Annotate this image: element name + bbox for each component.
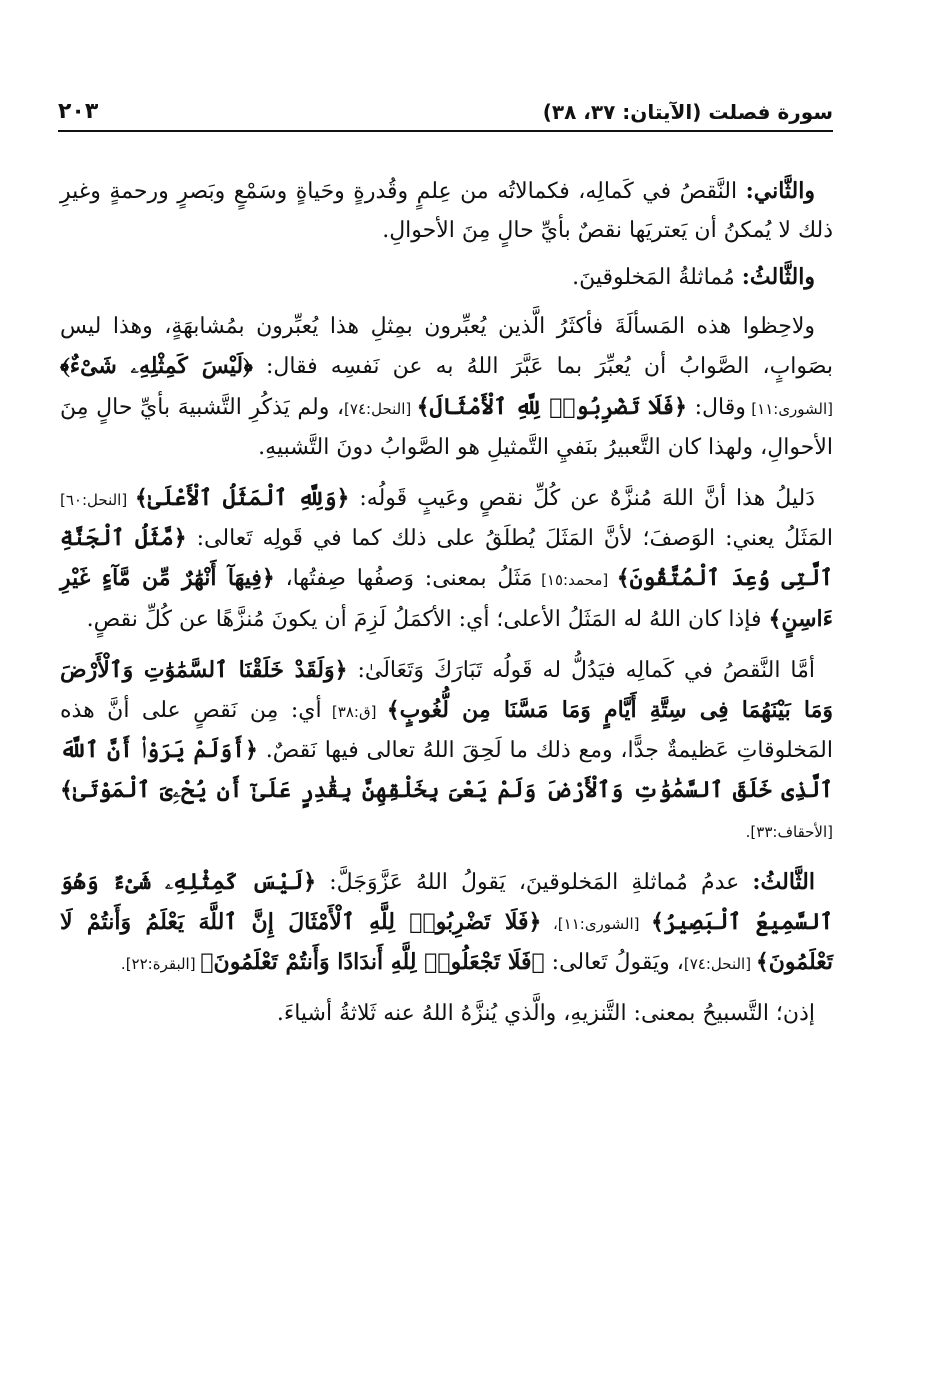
paragraph-text: ولاحِظوا هذه المَسألَةَ فأكثَرُ الَّذين يُعبِّرون بمِثلِ هذا يُعبِّرون بمُشابهَةٍ، وهذا ليس بصَوابٍ، الصَّوابُ أن يُعبِّرَ بما عَبَّرَ اللهُ به عن نَفسِه فقال:: [60, 314, 833, 380]
verse-reference: [الشورى:١١]: [745, 399, 834, 418]
quran-verse: ﴿فِيهَآ أَنْهَٰرٌ مِّن مَّآءٍ غَيْرِ ءَاسِنٍ﴾: [60, 565, 833, 632]
paragraph-text: إذن؛ التَّسبيحُ بمعنى: التَّنزيهِ، والَّذي يُنزَّهُ اللهُ عنه ثَلاثةُ أشياءَ.: [276, 1001, 815, 1027]
quran-verse: ﴿فَلَا تَضْرِبُوا۟ لِلَّهِ ٱلْأَمْثَالَ﴾: [416, 393, 688, 420]
lead-term: والثَّاني:: [745, 178, 815, 204]
verse-reference: [محمد:١٥]: [532, 571, 617, 590]
paragraph-expression-note: [60, 308, 833, 467]
paragraph-text: مُماثلةُ المَخلوقينَ.: [572, 264, 742, 290]
quran-verse: ﴿فَلَا تَضْرِبُوا۟ لِلَّهِ ٱلْأَمْثَالَ إِنَّ ٱللَّهَ يَعْلَمُ وَأَنتُمْ لَا تَعْلَمُونَ﴾: [60, 908, 833, 976]
quran-verse: ﴿لَيْسَ كَمِثْلِهِۦ شَىْءٌ﴾: [60, 353, 253, 380]
verse-reference: [الشورى:١١]،: [541, 914, 652, 933]
paragraph-conclusion: [60, 995, 833, 1034]
paragraph-text: ، ولم يَذكُرِ التَّشبيهَ بأيِّ حالٍ مِنَ الأحوالِ، ولهذا كان التَّعبيرُ بنَفيِ التَّمثيلِ هو الصَّوابُ دونَ التَّشبيهِ.: [60, 394, 833, 460]
paragraph-text: أمَّا النَّقصُ في كَمالِه فيَدُلُّ له قَولُه تَبَارَكَ وَتَعَالَىٰ:: [347, 657, 816, 683]
paragraph-text: وقال:: [687, 394, 746, 420]
paragraph-text: المَثَلُ يعني: الوَصفَ؛ لأنَّ المَثَلَ يُطلَقُ على ذلك كما في قَولِه تَعالى:: [186, 526, 833, 552]
paragraph-text: النَّقصُ في كَمالِه، فكمالاتُه من عِلمٍ وقُدرةٍ وحَياةٍ وسَمْعٍ وبَصرٍ ورحمةٍ وغيرِ ذلك لا يُمكنُ أن يَعتريَها نقصٌ بأيِّ حالٍ مِنَ الأحوالِ.: [60, 179, 833, 243]
surah-title: سورة فصلت (الآيتان: ٣٧، ٣٨): [542, 100, 833, 124]
quran-verse: ﴿وَلِلَّهِ ٱلْمَثَلُ ٱلْأَعْلَىٰ﴾: [134, 484, 350, 511]
paragraph-text: أي: مِن نَقصٍ على أنَّ هذه المَخلوقاتِ عَظيمةٌ جدًّا، ومع ذلك ما لَحِقَ اللهُ تعالى فيها نَقصٌ.: [60, 697, 833, 764]
lead-term: الثَّالثُ:: [752, 868, 815, 895]
paragraph-evidence: [60, 479, 833, 640]
quran-verse: ﴿لَيْسَ كَمِثْلِهِۦ شَىْءٌ وَهُوَ ٱلسَّمِيعُ ٱلْبَصِيرُ﴾: [60, 868, 833, 935]
page-header: [58, 96, 833, 132]
paragraph-text: مَثَلُ بمعنى: وَصفُها صِفتُها،: [274, 566, 533, 592]
verse-reference: [ق:٣٨]: [321, 702, 387, 721]
paragraph-third-point: [60, 258, 833, 298]
paragraph-third-detail: [60, 863, 833, 984]
verse-reference: [البقرة:٢٢].: [120, 955, 201, 974]
quran-verse: ﴿أَوَلَمْ يَرَوْا۟ أَنَّ ٱللَّهَ ٱلَّذِى خَلَقَ ٱلسَّمَٰوَٰتِ وَٱلْأَرْضَ وَلَمْ يَعْىَ بِخَلْقِهِنَّ بِقَٰدِرٍ عَلَىٰٓ أَن يُحْۦِىَ ٱلْمَوْتَىٰ﴾: [60, 737, 833, 804]
header-divider: [58, 130, 833, 132]
quran-verse: ﴿مَّثَلُ ٱلْجَنَّةِ ٱلَّتِى وُعِدَ ٱلْمُتَّقُونَ﴾: [60, 525, 834, 592]
lead-term: والثَّالثُ:: [741, 263, 815, 290]
quran-verse: ﴿فَلَا تَجْعَلُوا۟ لِلَّهِ أَندَادًا وَأَنتُمْ تَعْلَمُونَ﴾: [200, 949, 545, 976]
paragraph-text: ، ويَقولُ تَعالى:: [544, 950, 684, 976]
verse-reference: [النحل:٧٤]: [344, 399, 417, 418]
verse-reference: [النحل:٦٠]: [60, 490, 135, 509]
page-body: [60, 172, 833, 1045]
verse-reference: [النحل:٧٤]: [683, 955, 756, 974]
quran-verse: ﴿وَلَقَدْ خَلَقْنَا ٱلسَّمَٰوَٰتِ وَٱلْأَرْضَ وَمَا بَيْنَهُمَا فِى سِتَّةِ أَيَّامٍ وَمَا مَسَّنَا مِن لُّغُوبٍ﴾: [60, 656, 834, 723]
paragraph-text: دَليلُ هذا أنَّ اللهَ مُنزَّهٌ عن كُلِّ نقصٍ وعَيبٍ قَولُه:: [349, 485, 815, 511]
paragraph-second-point: [60, 172, 833, 251]
verse-reference: [الأحقاف:٣٣].: [745, 822, 833, 841]
page-number: ٢٠٣: [58, 99, 99, 124]
paragraph-text: فإذا كان اللهُ له المَثَلُ الأعلى؛ أي: الأكمَلُ لَزِمَ أن يكونَ مُنزَّهًا عن كُلِّ نقصٍ.: [86, 606, 769, 632]
paragraph-text: عدمُ مُماثلةِ المَخلوقينَ، يَقولُ اللهُ عَزَّوَجَلَّ:: [316, 869, 753, 895]
paragraph-perfection: [60, 651, 833, 852]
